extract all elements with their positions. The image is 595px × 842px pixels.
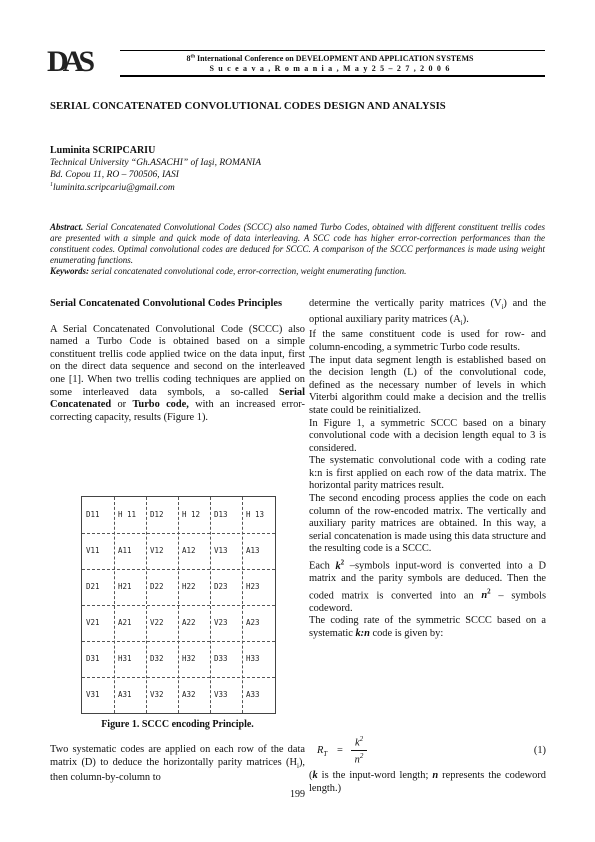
figure-cell: V11 — [86, 546, 100, 555]
abstract: Abstract. Serial Concatenated Convolutional Codes (SCCC) also named Turbo Codes, obtained with different constituent trellis codes are presented with a simple and quick mode of data interleaving. A SCC code has higher error-correction performances than the constituent codes. Optimal convolutional codes are deduced for SCCC. A comparison of the SCCC performances is made using weight enumerating functions. Keywords: serial concatenated convolutional code, error-correction, weight enumerating function. — [50, 222, 545, 276]
header-rule-top — [120, 50, 545, 51]
page-number: 199 — [290, 789, 305, 800]
figure-cell: H32 — [182, 654, 196, 663]
figure-cell: D13 — [214, 510, 228, 519]
figure-cell: D12 — [150, 510, 164, 519]
column-encoding-paragraph: The second encoding process applies the code on each column of the row-encoded matrix. The vertically and auxiliary parity matrices are obtained. In this way, a serial concatenation is made using this data structure and the resulting code is a SCCC. — [309, 493, 546, 555]
figure-cell: D31 — [86, 654, 100, 663]
conference-place-date: S u c e a v a , R o m a n i a , M a y 2 5 – 2 7 , 2 0 0 6 — [209, 64, 451, 73]
figure-cell: A12 — [182, 546, 196, 555]
conference-logo: DAS — [47, 45, 90, 78]
section-title: Serial Concatenated Convolutional Codes Principles — [50, 298, 283, 309]
equation-1: $R_T$ = $k^2$ $n^2$ (1) — [317, 735, 546, 766]
figure-cell: H 13 — [246, 510, 265, 519]
author-address: Bd. Copou 11, RO – 700506, IASI — [50, 170, 179, 180]
left-column-bottom — [50, 744, 305, 785]
paper-title: SERIAL CONCATENATED CONVOLUTIONAL CODES DESIGN AND ANALYSIS — [50, 101, 446, 112]
figure-encoding-matrix — [81, 496, 276, 714]
author-affiliation: Technical University “Gh.ASACHI” of Iaşi, ROMANIA — [50, 158, 262, 168]
figure-cell: A21 — [118, 618, 132, 627]
figure-cell: A31 — [118, 690, 132, 699]
figure-cell: H31 — [118, 654, 132, 663]
symmetric-paragraph: If the same constituent code is used for row- and column-encoding, a symmetric Turbo code results. — [309, 329, 546, 353]
figure-cell: A11 — [118, 546, 132, 555]
figure-cell: H22 — [182, 582, 196, 591]
figure-cell: V33 — [214, 690, 228, 699]
variable-definition: (k is the input-word length; n represents the codeword length.) — [309, 770, 546, 794]
figure-cell: D23 — [214, 582, 228, 591]
figure-cell: V23 — [214, 618, 228, 627]
figure-cell: A13 — [246, 546, 260, 555]
author-email: $^1$luminita.scripcariu@gmail.com — [50, 182, 175, 194]
figure-cell: V12 — [150, 546, 164, 555]
rate-intro-paragraph: The coding rate of the symmetric SCCC based on a systematic k:n code is given by: — [309, 615, 546, 639]
figure-cell: A23 — [246, 618, 260, 627]
decision-length-paragraph: The input data segment length is established based on the decision length (L) of the convolutional code, defined as the necessary number of levels in which Viterbi algorithm could make a decision and the trellis state could be reinitialized. — [309, 354, 546, 416]
figure-cell: D22 — [150, 582, 164, 591]
figure-cell: H 12 — [182, 510, 201, 519]
figure-cell: H 11 — [118, 510, 137, 519]
author-name: Luminita SCRIPCARIU — [50, 145, 156, 156]
figure-cell: D21 — [86, 582, 100, 591]
coding-rate-paragraph: The systematic convolutional code with a coding rate k:n is first applied on each row of the data matrix. The horizontal parity matrices result. — [309, 455, 546, 492]
figure-cell: D32 — [150, 654, 164, 663]
matrix-paragraph: Two systematic codes are applied on each row of the data matrix (D) to deduce the horizontally parity matrices $(H_i)$, then column-by-column to — [50, 744, 305, 784]
right-column — [309, 298, 546, 641]
figure-ref-paragraph: In Figure 1, a symmetric SCCC based on a binary convolutional code with a decision length equal to 3 is considered. — [309, 417, 546, 454]
figure-caption: Figure 1. SCCC encoding Principle. — [101, 719, 254, 730]
figure-cell: D11 — [86, 510, 100, 519]
figure-cell: H23 — [246, 582, 260, 591]
figure-cell: V13 — [214, 546, 228, 555]
figure-cell: D33 — [214, 654, 228, 663]
header-rule-bottom — [120, 75, 545, 77]
figure-cell: V31 — [86, 690, 100, 699]
figure-cell: V32 — [150, 690, 164, 699]
intro-paragraph: A Serial Concatenated Convolutional Code (SCCC) also named a Turbo Code is obtained based on a simple constituent trellis code applied twice on the data input, first on the direct data sequence and second on the interleaved one [1]. When two trellis coding techniques are applied on some interleaved data symbols, a so-called Serial Concatenated or Turbo code, with an increased error-correcting capacity, results (Figure 1). — [50, 323, 305, 423]
parity-paragraph: determine the vertically parity matrices $(V_i)$ and the optional auxiliary parity matrices $(A_i)$. — [309, 298, 546, 327]
left-column-top — [50, 298, 305, 424]
figure-cell: H33 — [246, 654, 260, 663]
conference-name: 8th International Conference on DEVELOPMENT AND APPLICATION SYSTEMS — [186, 54, 474, 63]
codeword-paragraph: Each $k^2$ –symbols input-word is converted into a D matrix and the parity symbols are deduced. Then the coded matrix is converted into an $n^2$ – symbols codeword. — [309, 558, 546, 614]
figure-cell: A22 — [182, 618, 196, 627]
figure-cell: H21 — [118, 582, 132, 591]
figure-cell: V21 — [86, 618, 100, 627]
figure-cell: A32 — [182, 690, 196, 699]
figure-cell: A33 — [246, 690, 260, 699]
figure-cell: V22 — [150, 618, 164, 627]
